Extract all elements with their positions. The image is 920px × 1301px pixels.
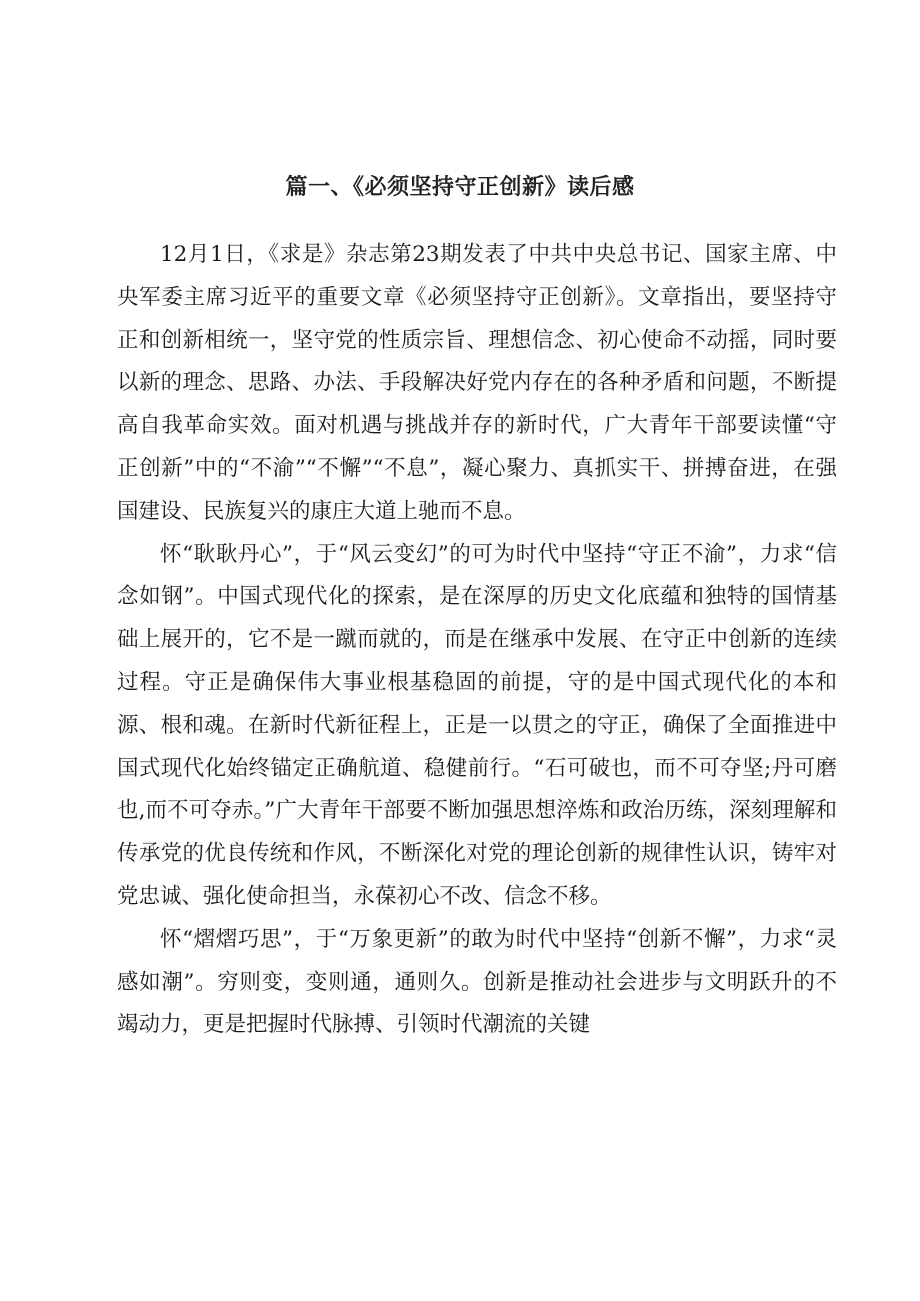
document-title: 篇一、《必须坚持守正创新》读后感 <box>285 175 635 200</box>
paragraph-3: 怀“熠熠巧思”，于“万象更新”的敢为时代中坚持“创新不懈”，力求“灵感如潮”。穷则变，变则通，通则久。创新是推动社会进步与文明跃升的不竭动力，更是把握时代脉搏、引领时代潮流的关键 <box>117 926 837 1038</box>
paragraph-1: 12月1日，《求是》杂志第23期发表了中共中央总书记、国家主席、中央军委主席习近平的重要文章《必须坚持守正创新》。文章指出，要坚持守正和创新相统一，坚守党的性质宗旨、理想信念、初心使命不动摇，同时要以新的理念、思路、办法、手段解决好党内存在的各种矛盾和问题，不断提高自我革命实效。面对机遇与挑战并存的新时代，广大青年干部要读懂“守正创新”中的“不渝”“不懈”“不息”，凝心聚力、真抓实干、拼搏奋进，在强国建设、民族复兴的康庄大道上驰而不息。 <box>117 242 837 524</box>
paragraph-2: 怀“耿耿丹心”，于“风云变幻”的可为时代中坚持“守正不渝”，力求“信念如钢”。中国式现代化的探索，是在深厚的历史文化底蕴和独特的国情基础上展开的，它不是一蹴而就的，而是在继承中发展、在守正中创新的连续过程。守正是确保伟大事业根基稳固的前提，守的是中国式现代化的本和源、根和魂。在新时代新征程上，正是一以贯之的守正，确保了全面推进中国式现代化始终锚定正确航道、稳健前行。“石可破也，而不可夺坚;丹可磨也,而不可夺赤。”广大青年干部要不断加强思想淬炼和政治历练，深刻理解和传承党的优良传统和作风，不断深化对党的理论创新的规律性认识，铸牢对党忠诚、强化使命担当，永葆初心不改、信念不移。 <box>117 541 837 909</box>
document-body <box>117 234 837 1047</box>
